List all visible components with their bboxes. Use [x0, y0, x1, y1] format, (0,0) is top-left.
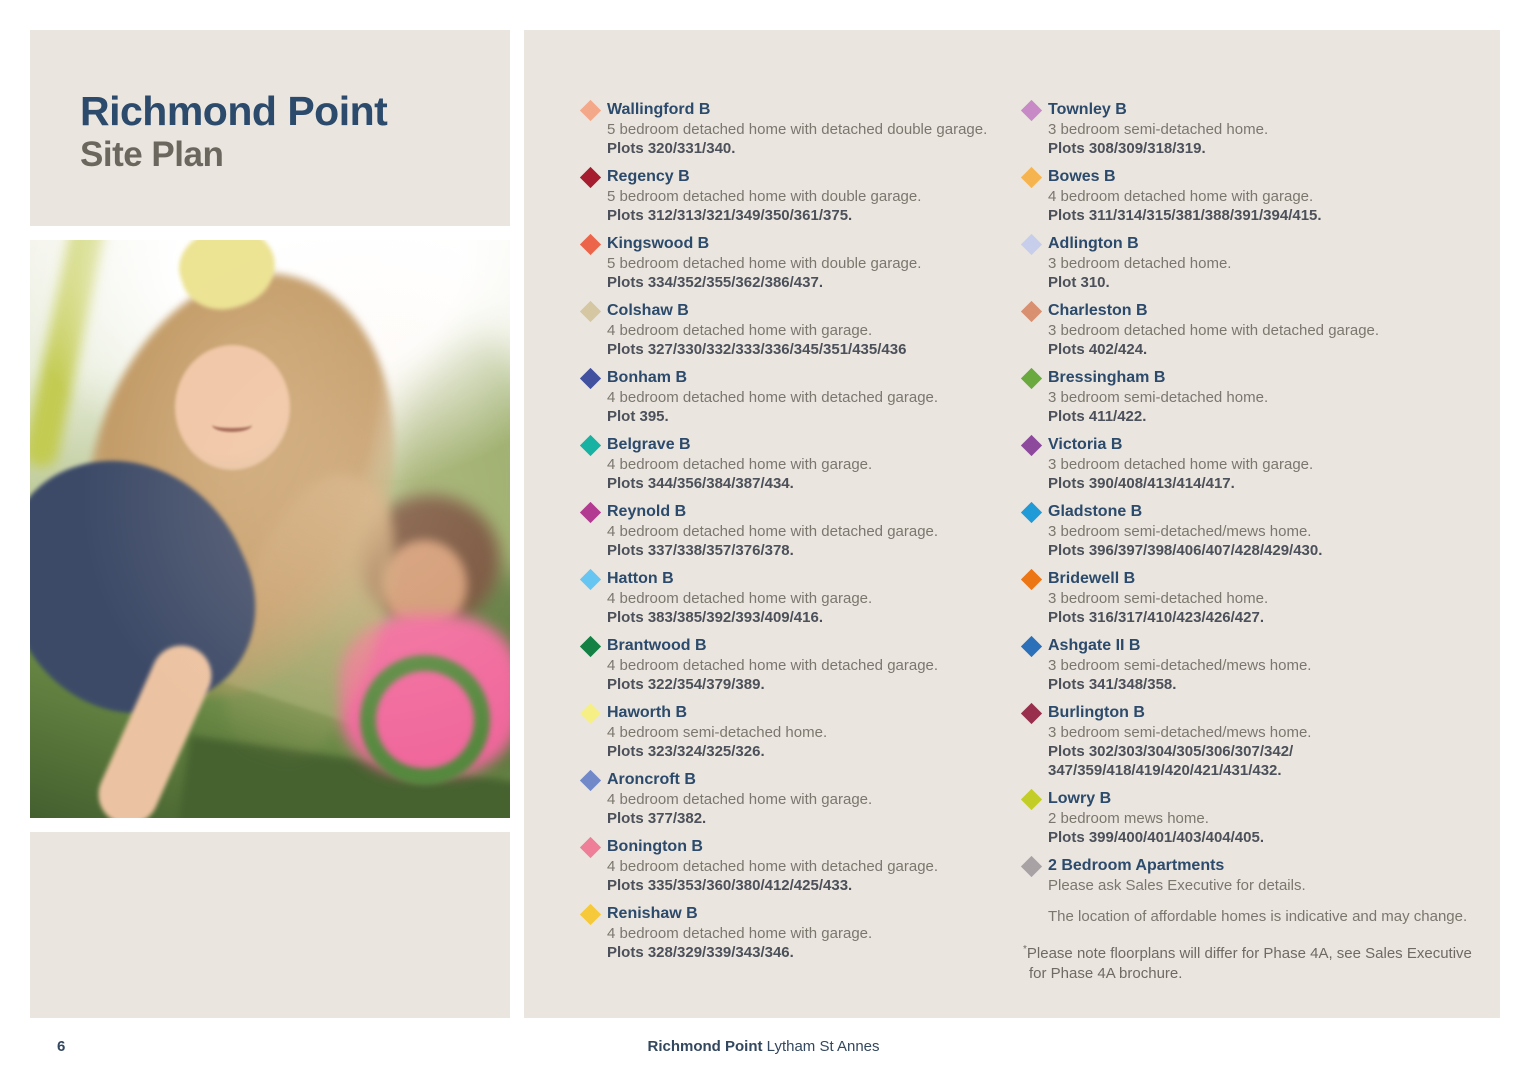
- legend-entry: [1022, 167, 1472, 225]
- house-type-plots: Plots 322/354/379/389.: [607, 676, 765, 693]
- title-block: [30, 30, 510, 226]
- house-type-name: Ashgate II B: [1048, 637, 1141, 654]
- house-type-diamond-icon: [580, 234, 601, 255]
- house-type-description: Please ask Sales Executive for details.: [1048, 877, 1306, 894]
- house-type-description: 4 bedroom detached home with garage.: [607, 791, 873, 808]
- diamond-icon-cell: [1022, 435, 1048, 453]
- house-type-plots: Plots 302/303/304/305/306/307/342/: [1048, 743, 1294, 760]
- site-photo-children-playing: [30, 240, 510, 818]
- legend-entry: [1022, 569, 1472, 627]
- legend-entry-text: [1048, 167, 1472, 225]
- house-type-description: 4 bedroom detached home with garage.: [607, 456, 873, 473]
- house-type-plots: Plots 312/313/321/349/350/361/375.: [607, 207, 853, 224]
- house-type-name: Aroncroft B: [607, 771, 696, 788]
- legend-entry-text: [1048, 789, 1472, 847]
- legend-entry-text: [1048, 368, 1472, 426]
- house-type-name: Colshaw B: [607, 302, 689, 319]
- diamond-icon-cell: [581, 368, 607, 386]
- house-type-diamond-icon: [1021, 368, 1042, 389]
- house-type-plots: Plots 402/424.: [1048, 341, 1148, 358]
- house-type-diamond-icon: [1021, 789, 1042, 810]
- diamond-icon-cell: [581, 435, 607, 453]
- house-type-description: 3 bedroom semi-detached/mews home.: [1048, 657, 1312, 674]
- diamond-icon-cell: [581, 837, 607, 855]
- house-type-name: Haworth B: [607, 704, 687, 721]
- house-type-name: Charleston B: [1048, 302, 1148, 319]
- house-type-diamond-icon: [1021, 301, 1042, 322]
- footnote-line-2: for Phase 4A brochure.: [1029, 965, 1183, 982]
- house-type-plots: Plots 399/400/401/403/404/405.: [1048, 829, 1265, 846]
- legend-entry-text: [1048, 502, 1472, 560]
- diamond-icon-cell: [1022, 636, 1048, 654]
- legend-entry: [1022, 502, 1472, 560]
- house-type-description: 4 bedroom detached home with garage.: [607, 590, 873, 607]
- legend-entry: [581, 770, 1001, 828]
- legend-entry-text: [1048, 856, 1472, 895]
- site-plan-legend-panel: [524, 30, 1500, 1018]
- page-footer: [0, 1036, 1527, 1060]
- house-type-description: 3 bedroom semi-detached home.: [1048, 590, 1269, 607]
- legend-column-1: [581, 100, 1001, 962]
- house-type-plots: Plots 411/422.: [1048, 408, 1147, 425]
- house-type-diamond-icon: [1021, 234, 1042, 255]
- diamond-icon-cell: [581, 100, 607, 118]
- diamond-icon-cell: [581, 703, 607, 721]
- page-subtitle: Site Plan: [80, 135, 224, 174]
- house-type-diamond-icon: [1021, 100, 1042, 121]
- legend-entry-text: [607, 368, 1001, 426]
- legend-entry: [581, 636, 1001, 694]
- legend-entry: [581, 703, 1001, 761]
- house-type-plots: Plots 377/382.: [607, 810, 707, 827]
- footer-title: [0, 1038, 1527, 1055]
- legend-entry-text: [607, 435, 1001, 493]
- diamond-icon-cell: [581, 904, 607, 922]
- house-type-name: Adlington B: [1048, 235, 1139, 252]
- diamond-icon-cell: [581, 502, 607, 520]
- house-type-description: 4 bedroom detached home with garage.: [1048, 188, 1314, 205]
- page-title: Richmond Point: [80, 88, 388, 134]
- house-type-description: 4 bedroom detached home with detached garage.: [607, 523, 939, 540]
- footer-location: Lytham St Annes: [766, 1038, 880, 1055]
- house-type-plots: Plots 320/331/340.: [607, 140, 736, 157]
- diamond-icon-cell: [1022, 856, 1048, 874]
- diamond-icon-cell: [581, 569, 607, 587]
- legend-entry: [581, 100, 1001, 158]
- house-type-diamond-icon: [1021, 703, 1042, 724]
- legend-entry-text: [607, 837, 1001, 895]
- house-type-diamond-icon: [580, 569, 601, 590]
- house-type-name: Bonington B: [607, 838, 703, 855]
- house-type-plots: Plots 390/408/413/414/417.: [1048, 475, 1235, 492]
- house-type-diamond-icon: [580, 167, 601, 188]
- house-type-description: 4 bedroom detached home with detached garage.: [607, 858, 939, 875]
- house-type-diamond-icon: [1021, 435, 1042, 456]
- house-type-plots: Plots 334/352/355/362/386/437.: [607, 274, 824, 291]
- house-type-description: 3 bedroom detached home with detached garage.: [1048, 322, 1380, 339]
- house-type-name: Burlington B: [1048, 704, 1145, 721]
- house-type-name: Lowry B: [1048, 790, 1112, 807]
- legend-entry-text: [1048, 636, 1472, 694]
- legend-entry-text: [1048, 569, 1472, 627]
- legend-entry-text: [607, 569, 1001, 627]
- house-type-description: 4 bedroom semi-detached home.: [607, 724, 828, 741]
- house-type-description: 3 bedroom semi-detached home.: [1048, 121, 1269, 138]
- legend-entry: [1022, 636, 1472, 694]
- legend-entry-text: [607, 167, 1001, 225]
- legend-entry-text: [1048, 234, 1472, 292]
- house-type-diamond-icon: [580, 703, 601, 724]
- legend-entry: [1022, 234, 1472, 292]
- legend-entry: [1022, 301, 1472, 359]
- house-type-name: Bridewell B: [1048, 570, 1136, 587]
- legend-entry: [1022, 789, 1472, 847]
- house-type-diamond-icon: [580, 368, 601, 389]
- house-type-plots: Plots 316/317/410/423/426/427.: [1048, 609, 1265, 626]
- diamond-icon-cell: [1022, 368, 1048, 386]
- house-type-name: Bowes B: [1048, 168, 1116, 185]
- legend-entry-text: [607, 636, 1001, 694]
- legend-entry: [1022, 100, 1472, 158]
- legend-entry: [581, 837, 1001, 895]
- legend-entry-text: [607, 770, 1001, 828]
- legend-entry: [581, 904, 1001, 962]
- house-type-name: Reynold B: [607, 503, 687, 520]
- house-type-plots: Plot 310.: [1048, 274, 1110, 291]
- footnote-line-1: Please note floorplans will differ for Phase 4A, see Sales Executive: [1026, 945, 1472, 962]
- diamond-icon-cell: [581, 167, 607, 185]
- legend-entry-text: [1048, 435, 1472, 493]
- house-type-diamond-icon: [1021, 569, 1042, 590]
- legend-entry: [581, 368, 1001, 426]
- legend-entry-text: [607, 100, 1001, 158]
- house-type-plots: Plots 328/329/339/343/346.: [607, 944, 794, 961]
- diamond-icon-cell: [1022, 100, 1048, 118]
- house-type-diamond-icon: [580, 837, 601, 858]
- legend-entry: [1022, 435, 1472, 493]
- house-type-diamond-icon: [580, 435, 601, 456]
- house-type-description: 3 bedroom semi-detached/mews home.: [1048, 724, 1312, 741]
- house-type-diamond-icon: [1021, 856, 1042, 877]
- house-type-diamond-icon: [580, 904, 601, 925]
- legend-entry: [581, 167, 1001, 225]
- house-type-diamond-icon: [1021, 167, 1042, 188]
- house-type-description: 3 bedroom semi-detached/mews home.: [1048, 523, 1312, 540]
- house-type-plots: Plots 396/397/398/406/407/428/429/430.: [1048, 542, 1323, 559]
- legend-column-2: [1022, 100, 1472, 984]
- house-type-diamond-icon: [580, 502, 601, 523]
- house-type-plots: Plots 383/385/392/393/409/416.: [607, 609, 824, 626]
- diamond-icon-cell: [1022, 569, 1048, 587]
- house-type-plots: Plot 395.: [607, 408, 669, 425]
- house-type-plots: Plots 327/330/332/333/336/345/351/435/436: [607, 341, 907, 358]
- house-type-description: 4 bedroom detached home with detached garage.: [607, 389, 939, 406]
- house-type-name: Regency B: [607, 168, 690, 185]
- house-type-name: Hatton B: [607, 570, 674, 587]
- house-type-diamond-icon: [580, 301, 601, 322]
- house-type-plots: Plots 335/353/360/380/412/425/433.: [607, 877, 853, 894]
- legend-entry: [1022, 368, 1472, 426]
- house-type-name: Kingswood B: [607, 235, 710, 252]
- legend-entry-text: [607, 904, 1001, 962]
- house-type-name: Wallingford B: [607, 101, 711, 118]
- house-type-name: Belgrave B: [607, 436, 691, 453]
- house-type-plots: Plots 308/309/318/319.: [1048, 140, 1206, 157]
- diamond-icon-cell: [1022, 502, 1048, 520]
- legend-entry: [581, 569, 1001, 627]
- legend-entry: [581, 502, 1001, 560]
- house-type-description: 5 bedroom detached home with detached double garage.: [607, 121, 988, 138]
- house-type-name: Renishaw B: [607, 905, 698, 922]
- house-type-plots: Plots 323/324/325/326.: [607, 743, 765, 760]
- page-number: 6: [57, 1038, 66, 1055]
- legend-entry-text: [607, 301, 1001, 359]
- house-type-plots: 347/359/418/419/420/421/431/432.: [1048, 762, 1282, 779]
- house-type-plots: Plots 337/338/357/376/378.: [607, 542, 794, 559]
- photo-warm-haze: [30, 240, 510, 818]
- affordable-homes-note: The location of affordable homes is indicative and may change.: [1048, 908, 1468, 925]
- house-type-description: 5 bedroom detached home with double garage.: [607, 255, 922, 272]
- house-type-description: 4 bedroom detached home with garage.: [607, 322, 873, 339]
- house-type-diamond-icon: [580, 770, 601, 791]
- diamond-icon-cell: [1022, 789, 1048, 807]
- house-type-name: Victoria B: [1048, 436, 1123, 453]
- house-type-name: Gladstone B: [1048, 503, 1143, 520]
- legend-entry: [581, 234, 1001, 292]
- legend-entry-text: [1048, 703, 1472, 780]
- house-type-plots: Plots 344/356/384/387/434.: [607, 475, 794, 492]
- house-type-description: 3 bedroom semi-detached home.: [1048, 389, 1269, 406]
- house-type-diamond-icon: [1021, 636, 1042, 657]
- house-type-plots: Plots 341/348/358.: [1048, 676, 1177, 693]
- legend-entry: [1022, 703, 1472, 780]
- legend-entry: [581, 301, 1001, 359]
- diamond-icon-cell: [1022, 301, 1048, 319]
- house-type-name: Townley B: [1048, 101, 1127, 118]
- diamond-icon-cell: [1022, 703, 1048, 721]
- house-type-name: 2 Bedroom Apartments: [1048, 857, 1225, 874]
- house-type-description: 2 bedroom mews home.: [1048, 810, 1209, 827]
- legend-entry: [581, 435, 1001, 493]
- footnote-asterisk: *: [1023, 944, 1027, 955]
- bottom-accent-block: [30, 832, 510, 1018]
- legend-entry-text: [607, 234, 1001, 292]
- house-type-diamond-icon: [580, 100, 601, 121]
- legend-entry-text: [607, 502, 1001, 560]
- house-type-description: 4 bedroom detached home with garage.: [607, 925, 873, 942]
- legend-entry-text: [607, 703, 1001, 761]
- house-type-name: Bonham B: [607, 369, 687, 386]
- house-type-diamond-icon: [1021, 502, 1042, 523]
- house-type-description: 5 bedroom detached home with double garage.: [607, 188, 922, 205]
- house-type-diamond-icon: [580, 636, 601, 657]
- house-type-description: 3 bedroom detached home.: [1048, 255, 1232, 272]
- house-type-name: Bressingham B: [1048, 369, 1166, 386]
- diamond-icon-cell: [581, 636, 607, 654]
- diamond-icon-cell: [581, 301, 607, 319]
- legend-entry-text: [1048, 100, 1472, 158]
- house-type-plots: Plots 311/314/315/381/388/391/394/415.: [1048, 207, 1322, 224]
- house-type-name: Brantwood B: [607, 637, 707, 654]
- diamond-icon-cell: [1022, 167, 1048, 185]
- house-type-description: 3 bedroom detached home with garage.: [1048, 456, 1314, 473]
- diamond-icon-cell: [581, 770, 607, 788]
- diamond-icon-cell: [581, 234, 607, 252]
- footer-brand: Richmond Point: [647, 1038, 763, 1055]
- diamond-icon-cell: [1022, 234, 1048, 252]
- legend-entry-text: [1048, 301, 1472, 359]
- phase-4a-footnote: [1023, 940, 1472, 984]
- legend-entry: [1022, 856, 1472, 895]
- house-type-description: 4 bedroom detached home with detached garage.: [607, 657, 939, 674]
